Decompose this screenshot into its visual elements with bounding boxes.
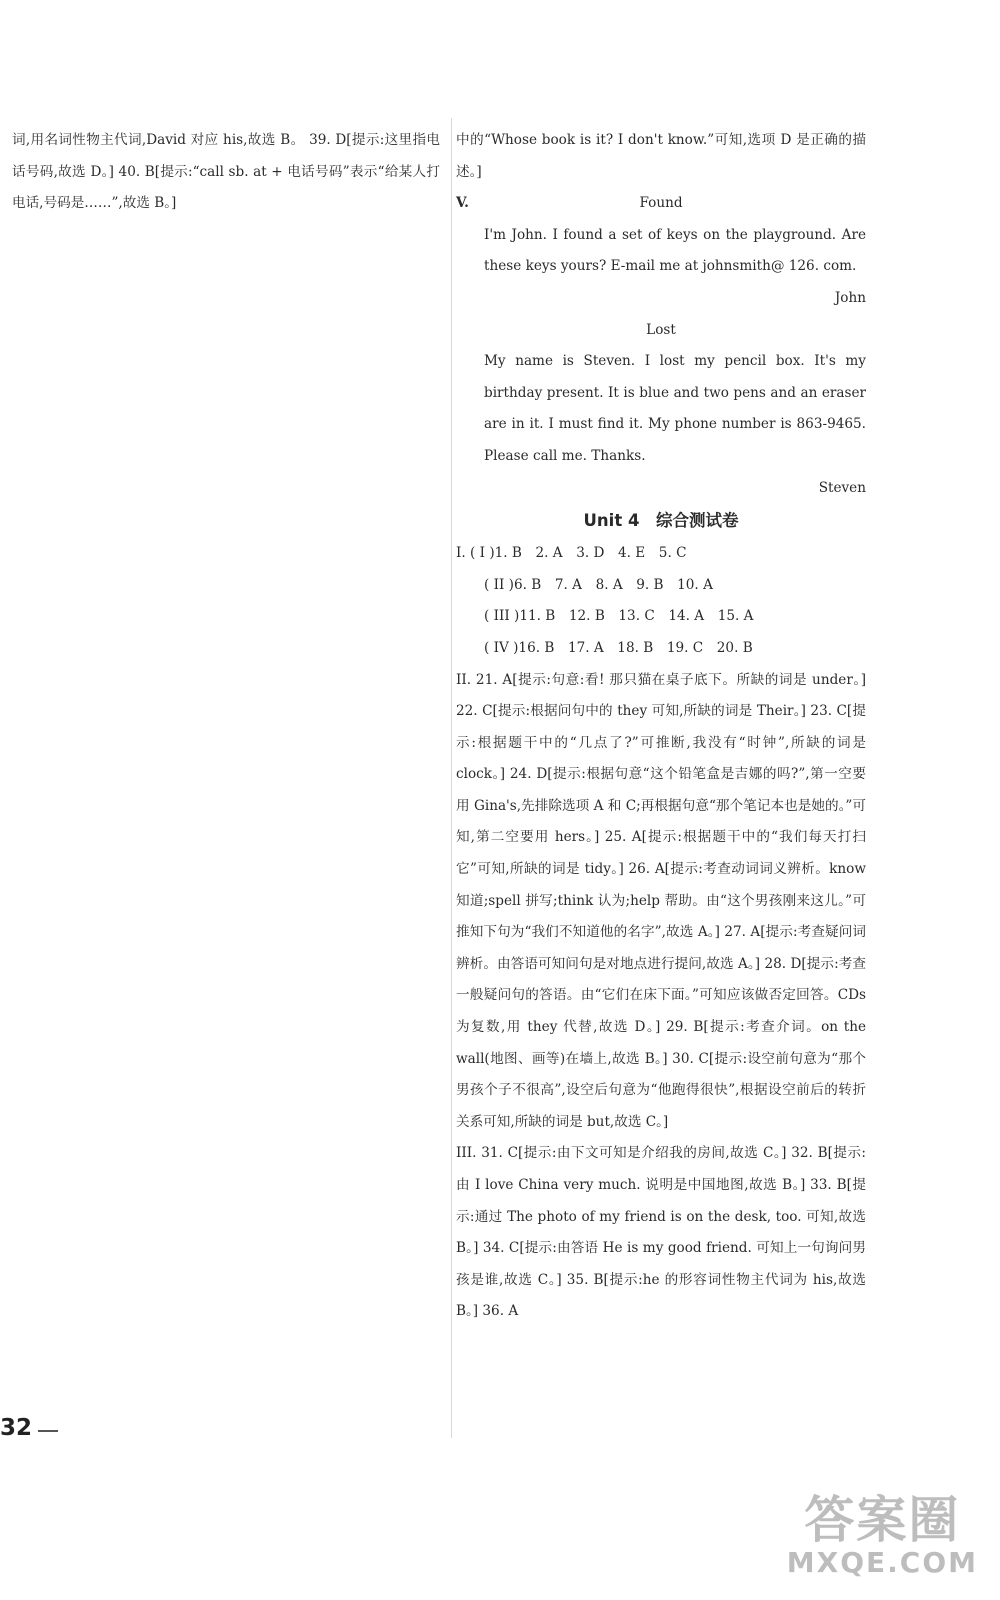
section-v — [456, 188, 866, 220]
lost-title: Lost — [646, 321, 676, 338]
watermark-logo — [787, 1492, 978, 1578]
lost-signature: Steven — [818, 479, 866, 496]
page-number: 32 — [0, 1415, 33, 1441]
right-continuation: 中的“Whose book is it? I don't know.”可知,选项 D 是正确的描述。] — [456, 132, 866, 180]
answer-line: I. ( I )1. B 2. A 3. D 4. E 5. C — [456, 545, 687, 562]
left-column — [12, 125, 440, 220]
section-2: II. 21. A[提示:句意:看! 那只猫在桌子底下。所缺的词是 under。] 22. C[提示:根据问句中的 they 可知,所缺的词是 Their。] 23. C[提示:根据题干中的“几点了?”可推断,我没有“时钟”,所缺的词是 clock。] 24. D[提示:根据句意“这个铅笔盒是吉娜的吗?”,第一空要用 Gina's,先排除选项 A 和 C;再根据句意“那个笔记本也是她的。”可知,第二空要用 hers。] 25. A[提示:根据题干中的“我们每天打扫它”可知,所缺的词是 tidy。] 26. A[提示:考查动词词义辨析。know 知道;spell 拼写;think 认为;help 帮助。由“这个男孩刚来这儿。”可推知下句为“我们不知道他的名字”,故选 A。] 27. A[提示:考查疑问词辨析。由答语可知问句是对地点进行提问,故选 A。] 28. D[提示:考查一般疑问句的答语。由“它们在床下面。”可知应该做否定回答。CDs 为复数,用 they 代替,故选 D。] 29. B[提示:考查介词。on the wall(地图、画等)在墙上,故选 B。] 30. C[提示:设空前句意为“那个男孩个子不很高”,设空后句意为“他跑得很快”,根据设空前后的转折关系可知,所缺的词是 but,故选 C。] — [456, 671, 866, 1130]
column-divider — [451, 118, 452, 1438]
section-v-label: V. — [456, 195, 469, 212]
watermark-bottom: MXQE.COM — [786, 1546, 978, 1579]
found-body: I'm John. I found a set of keys on the playground. Are these keys yours? E-mail me at johnsmith@ 126. com. — [484, 226, 866, 275]
answer-line: ( III )11. B 12. B 13. C 14. A 15. A — [484, 608, 754, 625]
lost-body: My name is Steven. I lost my pencil box. It's my birthday present. It is blue and two pens and an eraser are in it. I must find it. My phone number is 863-9465. Please call me. Thanks. — [484, 353, 866, 464]
unit-title: Unit 4 综合测试卷 — [583, 511, 739, 531]
left-para-1: 词,用名词性物主代词,David 对应 his,故选 B。 39. D[提示:这里指电话号码,故选 D。] 40. B[提示:“call sb. at + 电话号码”表示“给某人打电话,号码是……”,故选 B。] — [12, 132, 440, 212]
section-3: III. 31. C[提示:由下文可知是介绍我的房间,故选 C。] 32. B[提示:由 I love China very much. 说明是中国地图,故选 B。] 33. B[提示:通过 The photo of my friend is on the desk, too. 可知,故选 B。] 34. C[提示:由答语 He is my good friend. 可知上一句询问男孩是谁,故选 C。] 35. B[提示:he 的形容词性物主代词为 his,故选 B。] 36. A — [456, 1145, 866, 1320]
watermark-top: 答案圈 — [804, 1491, 961, 1549]
found-signature: John — [834, 289, 866, 306]
found-title: Found — [639, 195, 683, 212]
answer-line: ( IV )16. B 17. A 18. B 19. C 20. B — [484, 639, 753, 656]
answers-block-1 — [456, 538, 866, 664]
answer-line: ( II )6. B 7. A 8. A 9. B 10. A — [484, 576, 713, 593]
page-number-dash — [38, 1430, 58, 1432]
right-column — [456, 125, 866, 1328]
